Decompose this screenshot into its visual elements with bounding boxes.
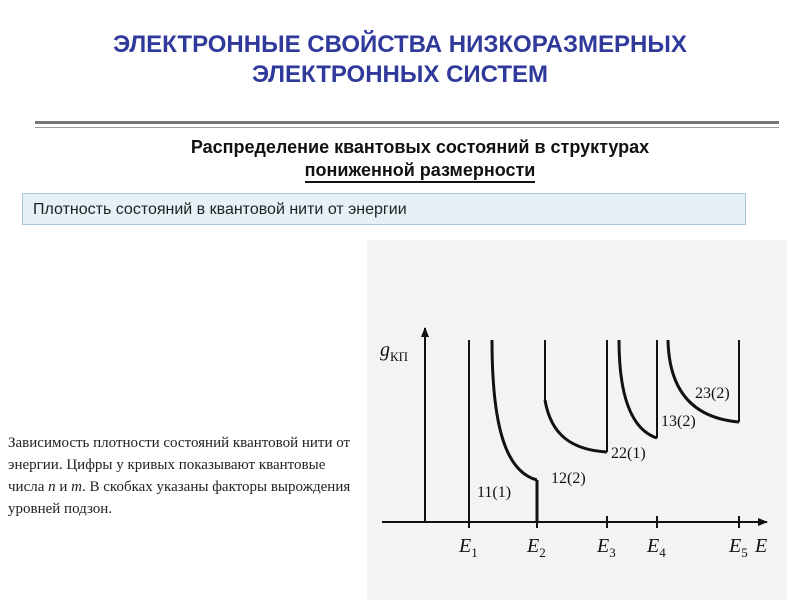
x-axis-label: E (755, 535, 768, 557)
label-e4: $E_4$ (647, 535, 666, 560)
subtitle-line-1: Распределение квантовых состояний в структурах (190, 137, 650, 157)
subband-3-curve (545, 400, 607, 452)
label-e5: $E_5$ (729, 535, 748, 560)
curve-label-13: 13(2) (661, 413, 696, 430)
label-e1: $E_1$ (459, 535, 478, 560)
subband-4-curve (619, 340, 657, 438)
caption-text-3: . В скобках указаны факторы вырождения уровней подзон. (8, 479, 351, 517)
label-e2: $E_2$ (527, 535, 546, 560)
subband-2-curve (492, 340, 537, 480)
header-divider-thin (35, 127, 779, 128)
header-divider-thick (35, 121, 779, 124)
curve-label-12: 12(2) (551, 470, 586, 487)
caption-var-m: m (71, 479, 82, 495)
label-e3: $E_3$ (597, 535, 616, 560)
title-line-1: ЭЛЕКТРОННЫЕ СВОЙСТВА НИЗКОРАЗМЕРНЫХ (113, 31, 687, 58)
slide-title (40, 30, 760, 90)
title-line-2: ЭЛЕКТРОННЫХ СИСТЕМ (251, 61, 549, 88)
subtitle-line-2: пониженной размерности (305, 160, 536, 183)
figure-caption (8, 432, 353, 520)
caption-var-n: n (48, 479, 56, 495)
section-subtitle (120, 136, 720, 183)
caption-text-2: и (55, 479, 72, 495)
density-of-states-diagram (367, 240, 787, 600)
subband-5-curve (668, 340, 739, 422)
caption-text-1: Зависимость плотности состояний квантовой нити от энергии. Цифры у кривых показывают квантовые числа (8, 435, 351, 495)
y-axis-label: $g_{КП}$ (380, 339, 409, 364)
info-box-text: Плотность состояний в квантовой нити от энергии (33, 201, 407, 218)
info-box (22, 193, 746, 225)
curve-label-23: 23(2) (695, 385, 730, 402)
curve-label-22: 22(1) (611, 445, 646, 462)
curve-label-11: 11(1) (477, 484, 512, 501)
density-of-states-figure (367, 240, 787, 600)
